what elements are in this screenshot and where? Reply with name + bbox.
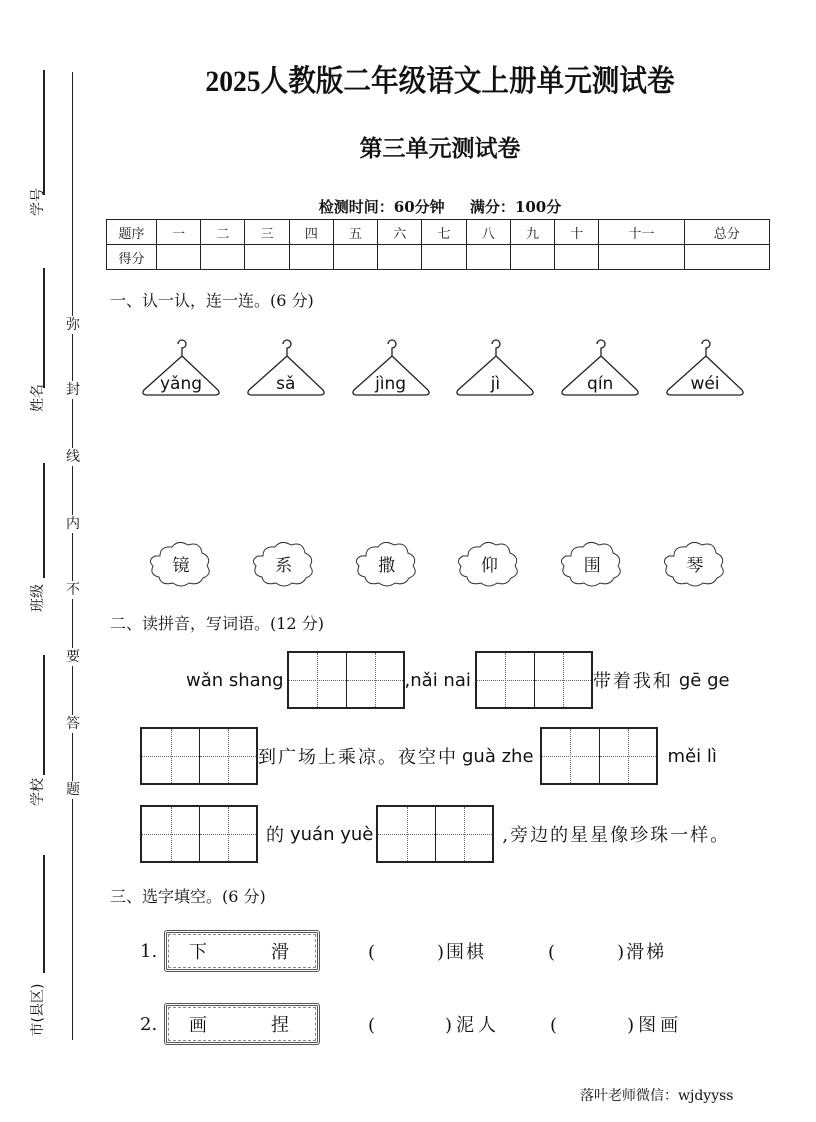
time-limit: 检测时间：60分钟 <box>318 198 445 216</box>
score-table-col: 十一 <box>599 220 684 245</box>
item-number: 2. <box>140 1013 158 1035</box>
score-table-col: 总分 <box>684 220 769 245</box>
option-box <box>164 1003 320 1045</box>
option-char: 画 <box>189 1015 207 1036</box>
character-cloud[interactable] <box>251 538 317 588</box>
character-label: 围 <box>583 556 601 576</box>
score-table-col: 十 <box>555 220 599 245</box>
score-cell[interactable] <box>201 245 245 270</box>
writing-grid[interactable] <box>540 727 658 785</box>
margin-line-outer-4 <box>43 655 45 775</box>
seal-char: 内 <box>63 515 83 533</box>
score-table <box>106 219 770 270</box>
pinyin-hanger[interactable] <box>243 338 329 400</box>
option-box <box>164 930 320 972</box>
choice-item-2 <box>140 1003 682 1045</box>
page-title: 2025人教版二年级语文上册单元测试卷 <box>205 65 675 98</box>
sentence-line-1 <box>186 651 730 709</box>
character-clouds <box>148 538 728 588</box>
score-table-col: 五 <box>333 220 377 245</box>
character-cloud[interactable] <box>354 538 420 588</box>
score-cell[interactable] <box>510 245 554 270</box>
seal-char: 要 <box>63 648 83 666</box>
character-cloud[interactable] <box>148 538 214 588</box>
seal-char: 弥 <box>63 316 83 334</box>
school-label: 学校 <box>30 778 46 806</box>
pinyin-hanger[interactable] <box>138 338 224 400</box>
fill-blank-2[interactable]: ( )滑梯 <box>548 942 667 963</box>
option-char: 下 <box>189 942 207 963</box>
score-table-header-row <box>107 220 770 245</box>
seal-char: 线 <box>63 448 83 466</box>
sentence-text: 带着我和 <box>592 671 673 692</box>
exam-meta <box>110 196 770 217</box>
pinyin-hanger[interactable] <box>452 338 538 400</box>
writing-grid[interactable] <box>475 651 593 709</box>
city-label: 市(县区) <box>30 983 46 1037</box>
pinyin-prompt: měi lì <box>667 745 717 767</box>
page-subtitle: 第三单元测试卷 <box>359 135 521 162</box>
pinyin-prompt: wǎn shang <box>186 669 284 691</box>
score-cell[interactable] <box>555 245 599 270</box>
score-table-row-label: 得分 <box>107 245 157 270</box>
character-label: 系 <box>275 556 293 576</box>
score-table-col: 四 <box>289 220 333 245</box>
character-cloud[interactable] <box>456 538 522 588</box>
sentence-text: 的 <box>266 825 286 846</box>
writing-grid[interactable] <box>376 805 494 863</box>
section-3-title: 三、选字填空。(6 分) <box>110 887 266 906</box>
margin-line-inner <box>72 72 73 1040</box>
section-1-title: 一、认一认，连一连。(6 分) <box>110 291 314 310</box>
margin-line-outer-3 <box>43 463 45 578</box>
pinyin-label: wéi <box>690 374 720 394</box>
fill-blank-1[interactable]: ( )围棋 <box>368 942 487 963</box>
sentence-line-2 <box>140 727 717 785</box>
writing-grid[interactable] <box>140 727 258 785</box>
margin-line-outer-5 <box>43 855 45 973</box>
pinyin-hanger[interactable] <box>348 338 434 400</box>
item-number: 1. <box>140 940 158 962</box>
character-cloud[interactable] <box>662 538 728 588</box>
student-id-label: 学号 <box>30 188 46 216</box>
pinyin-label: qín <box>587 374 614 394</box>
pinyin-prompt: ,nǎi nai <box>404 669 471 691</box>
full-score: 满分：100分 <box>469 198 562 216</box>
character-label: 琴 <box>686 556 704 576</box>
fill-blank-2[interactable]: ( )图画 <box>550 1015 683 1036</box>
score-cell[interactable] <box>378 245 422 270</box>
option-char: 捏 <box>271 1015 289 1036</box>
score-cell[interactable] <box>157 245 201 270</box>
sentence-text: ,旁边的星星像珍珠一样。 <box>502 825 731 846</box>
pinyin-hanger[interactable] <box>662 338 748 400</box>
score-cell[interactable] <box>333 245 377 270</box>
seal-char: 题 <box>63 781 83 799</box>
score-table-col: 一 <box>157 220 201 245</box>
fill-blank-1[interactable]: ( )泥人 <box>368 1015 501 1036</box>
seal-char: 封 <box>63 381 83 399</box>
pinyin-label: sǎ <box>276 374 296 394</box>
score-cell[interactable] <box>684 245 769 270</box>
score-cell[interactable] <box>599 245 684 270</box>
pinyin-prompt: yuán yuè <box>290 823 374 845</box>
class-label: 班级 <box>30 584 46 612</box>
pinyin-label: jìng <box>375 374 407 394</box>
score-table-col: 六 <box>378 220 422 245</box>
footer-contact: 落叶老师微信：wjdyyss <box>580 1088 734 1104</box>
writing-grid[interactable] <box>140 805 258 863</box>
character-cloud[interactable] <box>559 538 625 588</box>
pinyin-hanger[interactable] <box>557 338 643 400</box>
sentence-text: 到广场上乘凉。夜空中 <box>258 747 458 768</box>
score-table-col: 八 <box>466 220 510 245</box>
score-table-col: 七 <box>422 220 466 245</box>
score-table-score-row <box>107 245 770 270</box>
section-2-title: 二、读拼音，写词语。(12 分) <box>110 614 324 633</box>
pinyin-prompt: guà zhe <box>462 745 534 767</box>
score-cell[interactable] <box>289 245 333 270</box>
seal-char: 答 <box>63 715 83 733</box>
writing-grid[interactable] <box>287 651 405 709</box>
score-cell[interactable] <box>466 245 510 270</box>
character-label: 镜 <box>172 556 190 576</box>
score-cell[interactable] <box>422 245 466 270</box>
pinyin-hangers <box>138 338 748 400</box>
character-label: 仰 <box>480 556 498 576</box>
score-table-col: 三 <box>245 220 289 245</box>
pinyin-label: jì <box>490 374 501 394</box>
score-table-col: 二 <box>201 220 245 245</box>
option-char: 滑 <box>271 942 289 963</box>
character-label: 撒 <box>378 556 396 576</box>
score-cell[interactable] <box>245 245 289 270</box>
seal-char: 不 <box>63 581 83 599</box>
pinyin-label: yǎng <box>159 374 203 394</box>
pinyin-prompt: gē ge <box>678 669 730 691</box>
sentence-line-3 <box>140 805 730 863</box>
score-table-col: 九 <box>510 220 554 245</box>
score-table-row-label: 题序 <box>107 220 157 245</box>
name-label: 姓名 <box>30 384 46 412</box>
choice-item-1 <box>140 930 666 972</box>
